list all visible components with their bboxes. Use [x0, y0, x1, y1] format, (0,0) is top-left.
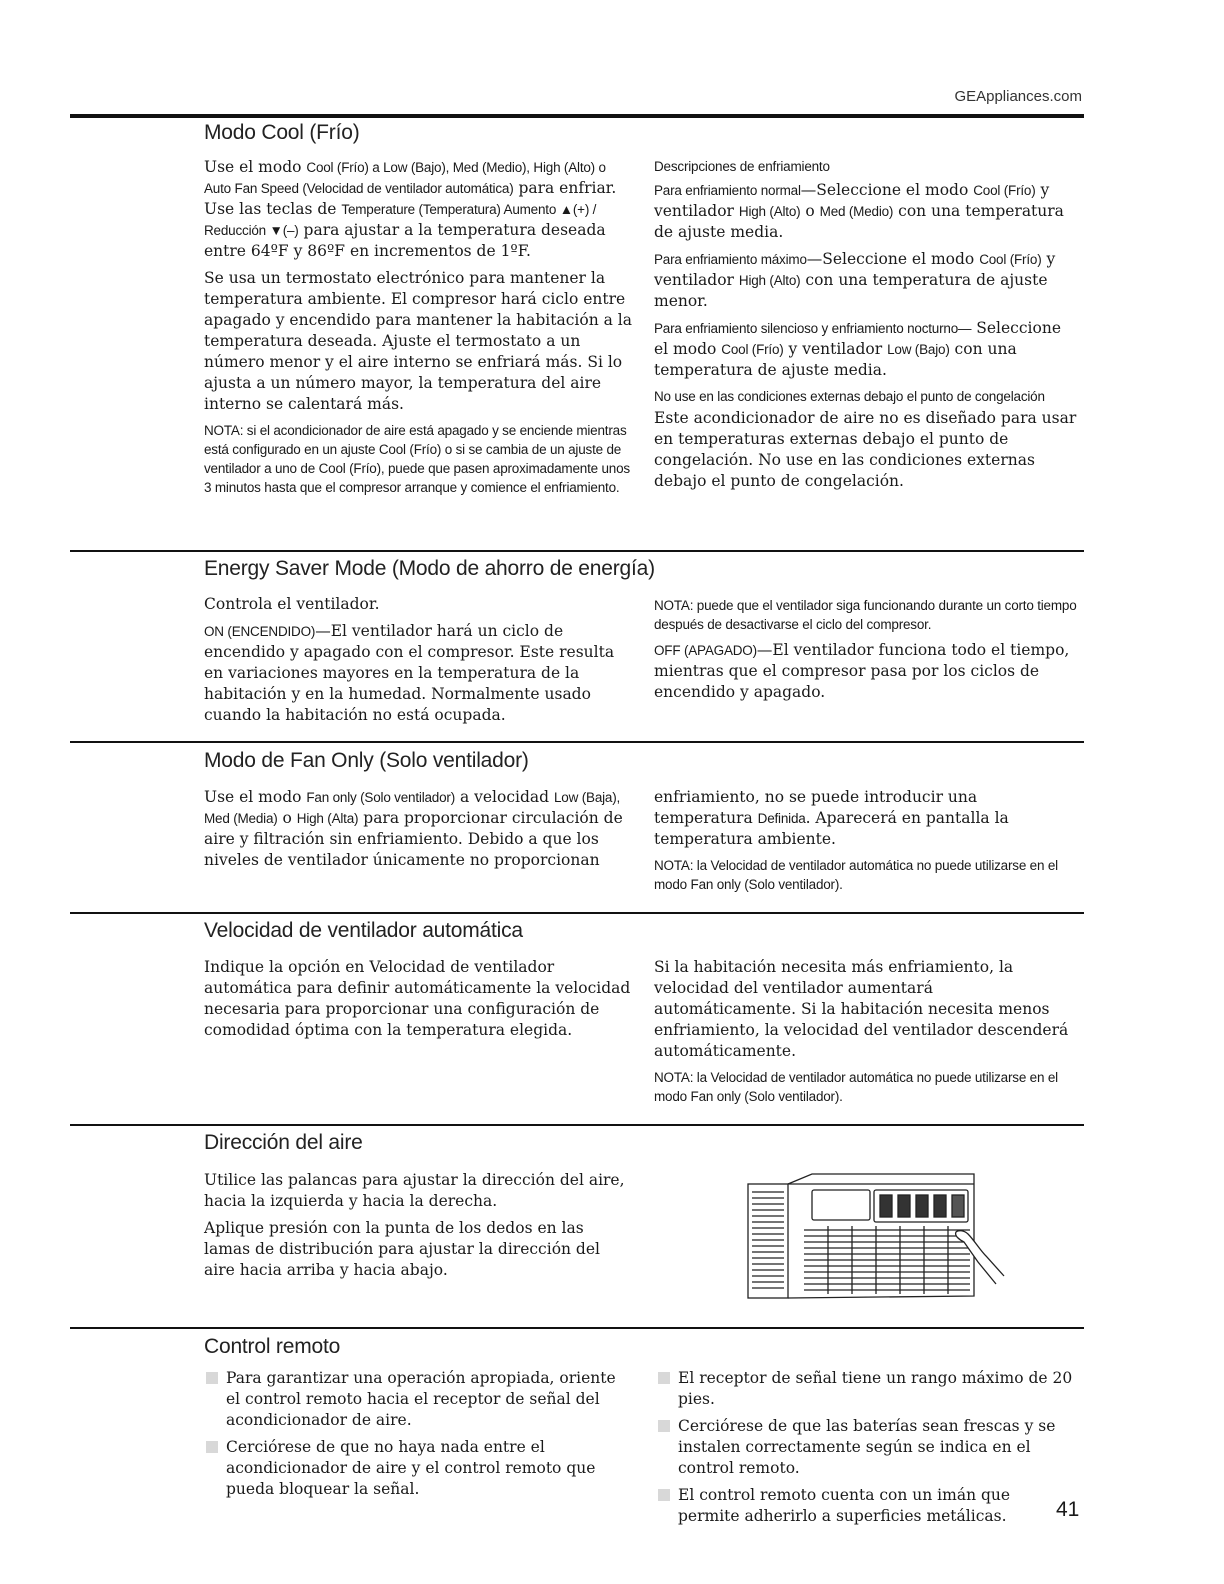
fan-only-paragraph: Use el modo Fan only (Solo ventilador) a velocidad Low (Baja), Med (Media) o High (Alta) para proporcionar circulación de aire y filtración sin enfriamiento. Debido a que los niveles de ventilador únicamente no proporcionan [204, 788, 623, 869]
list-item: El receptor de señal tiene un rango máximo de 20 pies. [656, 1368, 1074, 1410]
max-cooling: Para enfriamiento máximo—Seleccione el modo Cool (Frío) y ventilador High (Alto) con una temperatura de ajuste menor. [654, 250, 1056, 310]
bullet-square-icon [206, 1441, 218, 1453]
cool-paragraph-1: Use el modo Cool (Frío) a Low (Bajo), Med (Medio), High (Alto) o Auto Fan Speed (Velocidad de ventilador automática) para enfriar. Use las teclas de Temperature (Temperatura) Aumento ▲(+) / Reducción ▼(–) para ajustar a la temperatura deseada entre 64ºF y 86ºF en incrementos de 1ºF. [204, 158, 617, 260]
front-grille [804, 1226, 970, 1294]
page-number: 41 [1056, 1498, 1080, 1521]
air-conditioner-illustration [742, 1168, 1014, 1314]
quiet-cooling: Para enfriamiento silencioso y enfriamiento nocturno— Seleccione el modo Cool (Frío) y ventilador Low (Bajo) con una temperatura de ajuste media. [654, 319, 1061, 379]
cool-note: NOTA: si el acondicionador de aire está apagado y se enciende mientras está configurado en un ajuste Cool (Frío) o si se cambia de un ajuste de ventilador a uno de Cool (Frío), puede que pasen aproximadamente unos 3 minutos hasta que el compresor arranque y comience el enfriamiento. [204, 423, 630, 495]
divider [70, 1124, 1084, 1126]
fan-only-note: NOTA: la Velocidad de ventilador automática no puede utilizarse en el modo Fan only (Solo ventilador). [654, 858, 1058, 892]
cool-paragraph-2: Se usa un termostato electrónico para mantener la temperatura ambiente. El compresor hará ciclo entre apagado y encendido para mantener la habitación a la temperatura deseada. Ajuste el termostato a un número menor y el aire interno se enfriará más. Si lo ajusta a un número mayor, la temperatura del aire interno se calentará más. [204, 269, 632, 413]
hand [956, 1231, 1004, 1284]
bullet-square-icon [658, 1420, 670, 1432]
divider [70, 912, 1084, 914]
divider [70, 1327, 1084, 1329]
energy-paragraph-1: Controla el ventilador. [204, 595, 380, 613]
top-rule [70, 114, 1084, 118]
cool-left-column [204, 157, 632, 503]
section-title-air-direction: Dirección del aire [204, 1131, 363, 1154]
auto-fan-note: NOTA: la Velocidad de ventilador automática no puede utilizarse en el modo Fan only (Solo ventilador). [654, 1070, 1058, 1104]
list-item: Cerciórese de que no haya nada entre el acondicionador de aire y el control remoto que pueda bloquear la señal. [204, 1437, 632, 1500]
freezing-text: Este acondicionador de aire no es diseñado para usar en temperaturas externas debajo el punto de congelación. No use en las condiciones externas debajo el punto de congelación. [654, 409, 1077, 490]
fan-only-continued: enfriamiento, no se puede introducir una temperatura Definida. Aparecerá en pantalla la temperatura ambiente. [654, 788, 1009, 848]
auto-fan-right-column [654, 957, 1079, 1112]
cool-right-column [654, 157, 1079, 498]
list-item: El control remoto cuenta con un imán que permite adherirlo a superficies metálicas. [656, 1485, 1058, 1527]
divider [70, 550, 1084, 552]
bullet-square-icon [658, 1489, 670, 1501]
section-title-cool: Modo Cool (Frío) [204, 121, 360, 144]
list-item: Para garantizar una operación apropiada, oriente el control remoto hacia el receptor de señal del acondicionador de aire. [204, 1368, 632, 1431]
section-title-remote: Control remoto [204, 1335, 341, 1358]
list-item: Cerciórese de que las baterías sean frescas y se instalen correctamente según se indica en el control remoto. [656, 1416, 1074, 1479]
air-direction-paragraph-1: Utilice las palancas para ajustar la dirección del aire, hacia la izquierda y hacia la derecha. [204, 1171, 625, 1210]
energy-on-paragraph: ON (ENCENDIDO)—El ventilador hará un ciclo de encendido y apagado con el compresor. Este resulta en variaciones mayores en la temperatura de la habitación y en la humedad. Normalmente usado cuando la habitación no está ocupada. [204, 622, 615, 724]
cooling-descriptions-heading: Descripciones de enfriamiento [654, 159, 830, 174]
air-direction-paragraph-2: Aplique presión con la punta de los dedos en las lamas de distribución para ajustar la dirección del aire hacia arriba y hacia abajo. [204, 1219, 600, 1279]
freezing-heading: No use en las condiciones externas debajo el punto de congelación [654, 389, 1045, 404]
site-url: GEAppliances.com [954, 88, 1082, 105]
energy-off-paragraph: OFF (APAGADO)—El ventilador funciona todo el tiempo, mientras que el compresor pasa por los ciclos de encendido y apagado. [654, 641, 1070, 701]
section-title-energy: Energy Saver Mode (Modo de ahorro de energía) [204, 557, 655, 580]
auto-fan-paragraph-2: Si la habitación necesita más enfriamiento, la velocidad del ventilador aumentará automáticamente. Si la habitación necesita menos enfriamiento, la velocidad del ventilador descenderá automáticamente. [654, 958, 1069, 1060]
side-vents [752, 1192, 784, 1288]
energy-right-column [654, 596, 1079, 709]
fan-only-left-column [204, 787, 632, 877]
bullet-square-icon [206, 1372, 218, 1384]
section-title-fan-only: Modo de Fan Only (Solo ventilador) [204, 749, 529, 772]
bullet-square-icon [658, 1372, 670, 1384]
normal-cooling: Para enfriamiento normal—Seleccione el modo Cool (Frío) y ventilador High (Alto) o Med (Medio) con una temperatura de ajuste media. [654, 181, 1064, 241]
fan-only-right-column [654, 787, 1079, 900]
remote-right-column [656, 1368, 1074, 1533]
remote-left-column [204, 1368, 632, 1506]
auto-fan-paragraph: Indique la opción en Velocidad de ventilador automática para definir automáticamente la velocidad necesaria para proporcionar una configuración de comodidad óptima con la temperatura elegida. [204, 958, 631, 1039]
air-direction-left-column [204, 1170, 632, 1287]
auto-fan-left-column [204, 957, 632, 1047]
energy-note: NOTA: puede que el ventilador siga funcionando durante un corto tiempo después de desactivarse el ciclo del compresor. [654, 598, 1077, 632]
energy-left-column [204, 594, 632, 732]
divider [70, 741, 1084, 743]
control-panel [874, 1190, 968, 1222]
section-title-auto-fan: Velocidad de ventilador automática [204, 919, 523, 942]
